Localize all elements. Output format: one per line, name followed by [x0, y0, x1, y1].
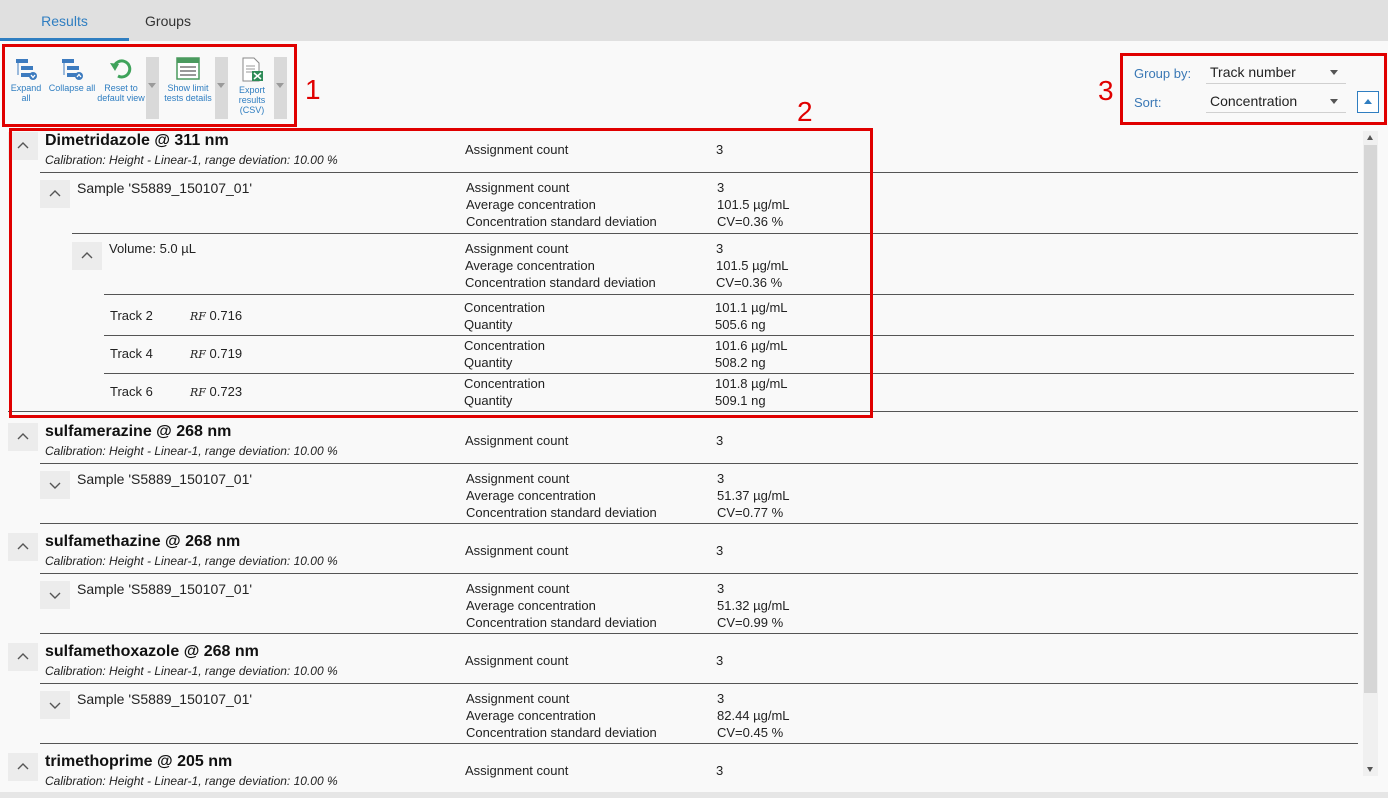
group-by-label: Group by:	[1134, 66, 1192, 81]
scroll-up-icon[interactable]	[1367, 135, 1373, 140]
tab-bar	[0, 0, 1388, 41]
group-title: sulfamethazine @ 268 nm	[45, 533, 241, 550]
group-collapse-toggle[interactable]	[8, 533, 38, 561]
group-collapse-toggle[interactable]	[8, 753, 38, 781]
group-title: sulfamerazine @ 268 nm	[45, 423, 232, 440]
average-concentration-value: 101.5 µg/mL	[717, 197, 790, 212]
scrollbar-thumb[interactable]	[1364, 145, 1377, 693]
annotation-box-results	[9, 128, 873, 418]
concentration-sd-label: Concentration standard deviation	[465, 275, 656, 290]
tab-groups[interactable]: Groups	[145, 13, 191, 29]
cv-value: CV=0.77 %	[717, 505, 784, 520]
concentration-sd-label: Concentration standard deviation	[466, 615, 657, 630]
assignment-count-value: 3	[716, 433, 724, 448]
chevron-up-icon	[17, 762, 29, 772]
assignment-count-label: Assignment count	[465, 241, 569, 256]
average-concentration-label: Average concentration	[466, 197, 596, 212]
cv-value: CV=0.36 %	[717, 214, 784, 229]
average-concentration-label: Average concentration	[465, 258, 595, 273]
assignment-count-value: 3	[716, 653, 724, 668]
group-calibration: Calibration: Height - Linear-1, range deviation: 10.00 %	[45, 153, 338, 167]
rf-value: 0.719	[209, 346, 243, 361]
assignment-count-label: Assignment count	[465, 763, 569, 778]
assignment-count-value: 3	[716, 763, 724, 778]
divider	[40, 573, 1358, 574]
scroll-down-icon[interactable]	[1367, 767, 1373, 772]
sample-expand-toggle[interactable]	[40, 471, 70, 499]
assignment-count-label: Assignment count	[465, 142, 569, 157]
group-collapse-toggle[interactable]	[8, 643, 38, 671]
reset-label-1: Reset to	[104, 83, 138, 93]
divider	[40, 743, 1358, 744]
cv-value: CV=0.45 %	[717, 725, 784, 740]
rf-symbol: RF	[190, 348, 206, 361]
assignment-count-label: Assignment count	[465, 653, 569, 668]
average-concentration-label: Average concentration	[466, 598, 596, 613]
sort-value: Concentration	[1210, 93, 1298, 109]
divider	[40, 523, 1358, 524]
assignment-count-value: 3	[716, 142, 724, 157]
divider	[40, 463, 1358, 464]
rf-value: 0.723	[209, 384, 243, 399]
average-concentration-value: 51.32 µg/mL	[717, 598, 790, 613]
chevron-down-icon	[49, 590, 61, 600]
group-title: Dimetridazole @ 311 nm	[45, 132, 229, 149]
rf-symbol: RF	[190, 386, 206, 399]
sample-name: Sample 'S5889_150107_01'	[77, 691, 253, 707]
annotation-number-1: 1	[305, 74, 321, 105]
assignment-count-value: 3	[717, 581, 725, 596]
concentration-label: Concentration	[464, 338, 545, 353]
concentration-value: 101.6 µg/mL	[715, 338, 788, 353]
assignment-count-value: 3	[717, 691, 725, 706]
assignment-count-label: Assignment count	[465, 433, 569, 448]
group-calibration: Calibration: Height - Linear-1, range deviation: 10.00 %	[45, 554, 338, 568]
sample-name: Sample 'S5889_150107_01'	[77, 471, 253, 487]
concentration-sd-label: Concentration standard deviation	[466, 214, 657, 229]
quantity-label: Quantity	[464, 355, 513, 370]
sample-name: Sample 'S5889_150107_01'	[77, 180, 253, 196]
assignment-count-value: 3	[717, 471, 725, 486]
export-label-2: results	[238, 95, 266, 105]
tab-results[interactable]: Results	[0, 0, 129, 41]
group-calibration: Calibration: Height - Linear-1, range deviation: 10.00 %	[45, 444, 338, 458]
sample-name: Sample 'S5889_150107_01'	[77, 581, 253, 597]
chevron-up-icon	[17, 652, 29, 662]
concentration-label: Concentration	[464, 300, 545, 315]
average-concentration-label: Average concentration	[466, 488, 596, 503]
sample-expand-toggle[interactable]	[40, 691, 70, 719]
quantity-value: 509.1 ng	[715, 393, 766, 408]
track-number: Track 2	[110, 308, 153, 323]
rf-value: 0.716	[209, 308, 243, 323]
export-label-3: (CSV)	[239, 105, 265, 115]
average-concentration-value: 51.37 µg/mL	[717, 488, 790, 503]
reset-label-2: default view	[97, 93, 145, 103]
collapse-all-label: Collapse all	[48, 83, 96, 93]
average-concentration-value: 101.5 µg/mL	[716, 258, 789, 273]
group-title: sulfamethoxazole @ 268 nm	[45, 643, 259, 660]
quantity-value: 505.6 ng	[715, 317, 766, 332]
chevron-down-icon	[49, 480, 61, 490]
sample-expand-toggle[interactable]	[40, 581, 70, 609]
assignment-count-label: Assignment count	[466, 691, 570, 706]
track-number: Track 6	[110, 384, 153, 399]
concentration-label: Concentration	[464, 376, 545, 391]
divider	[40, 633, 1358, 634]
rf-symbol: RF	[190, 310, 206, 323]
concentration-sd-label: Concentration standard deviation	[466, 505, 657, 520]
annotation-number-3: 3	[1098, 75, 1114, 106]
chevron-up-icon	[17, 542, 29, 552]
concentration-sd-label: Concentration standard deviation	[466, 725, 657, 740]
group-by-value: Track number	[1210, 64, 1296, 80]
quantity-label: Quantity	[464, 393, 513, 408]
average-concentration-label: Average concentration	[466, 708, 596, 723]
cv-value: CV=0.99 %	[717, 615, 784, 630]
group-calibration: Calibration: Height - Linear-1, range deviation: 10.00 %	[45, 774, 338, 788]
chevron-up-icon	[17, 432, 29, 442]
assignment-count-value: 3	[717, 180, 725, 195]
group-title: trimethoprime @ 205 nm	[45, 753, 233, 770]
assignment-count-label: Assignment count	[465, 543, 569, 558]
export-label-1: Export	[238, 85, 265, 95]
assignment-count-label: Assignment count	[466, 471, 570, 486]
assignment-count-label: Assignment count	[466, 180, 570, 195]
assignment-count-label: Assignment count	[466, 581, 570, 596]
group-calibration: Calibration: Height - Linear-1, range deviation: 10.00 %	[45, 664, 338, 678]
chevron-down-icon	[49, 700, 61, 710]
annotation-box-grouping	[1120, 53, 1387, 125]
quantity-value: 508.2 ng	[715, 355, 766, 370]
concentration-value: 101.8 µg/mL	[715, 376, 788, 391]
volume-label: Volume: 5.0 µL	[109, 241, 196, 256]
track-number: Track 4	[110, 346, 153, 361]
assignment-count-value: 3	[716, 543, 724, 558]
expand-all-label: Expand all	[10, 83, 42, 103]
quantity-label: Quantity	[464, 317, 513, 332]
show-limit-label-2: tests details	[164, 93, 212, 103]
bottom-bar	[0, 792, 1388, 798]
show-limit-label-1: Show limit	[167, 83, 209, 93]
group-collapse-toggle[interactable]	[8, 423, 38, 451]
concentration-value: 101.1 µg/mL	[715, 300, 788, 315]
sort-label: Sort:	[1134, 95, 1162, 110]
annotation-box-toolbar	[2, 44, 297, 127]
vertical-scrollbar[interactable]	[1363, 131, 1378, 776]
average-concentration-value: 82.44 µg/mL	[717, 708, 790, 723]
divider	[40, 683, 1358, 684]
assignment-count-value: 3	[716, 241, 724, 256]
annotation-number-2: 2	[797, 96, 813, 127]
cv-value: CV=0.36 %	[716, 275, 783, 290]
